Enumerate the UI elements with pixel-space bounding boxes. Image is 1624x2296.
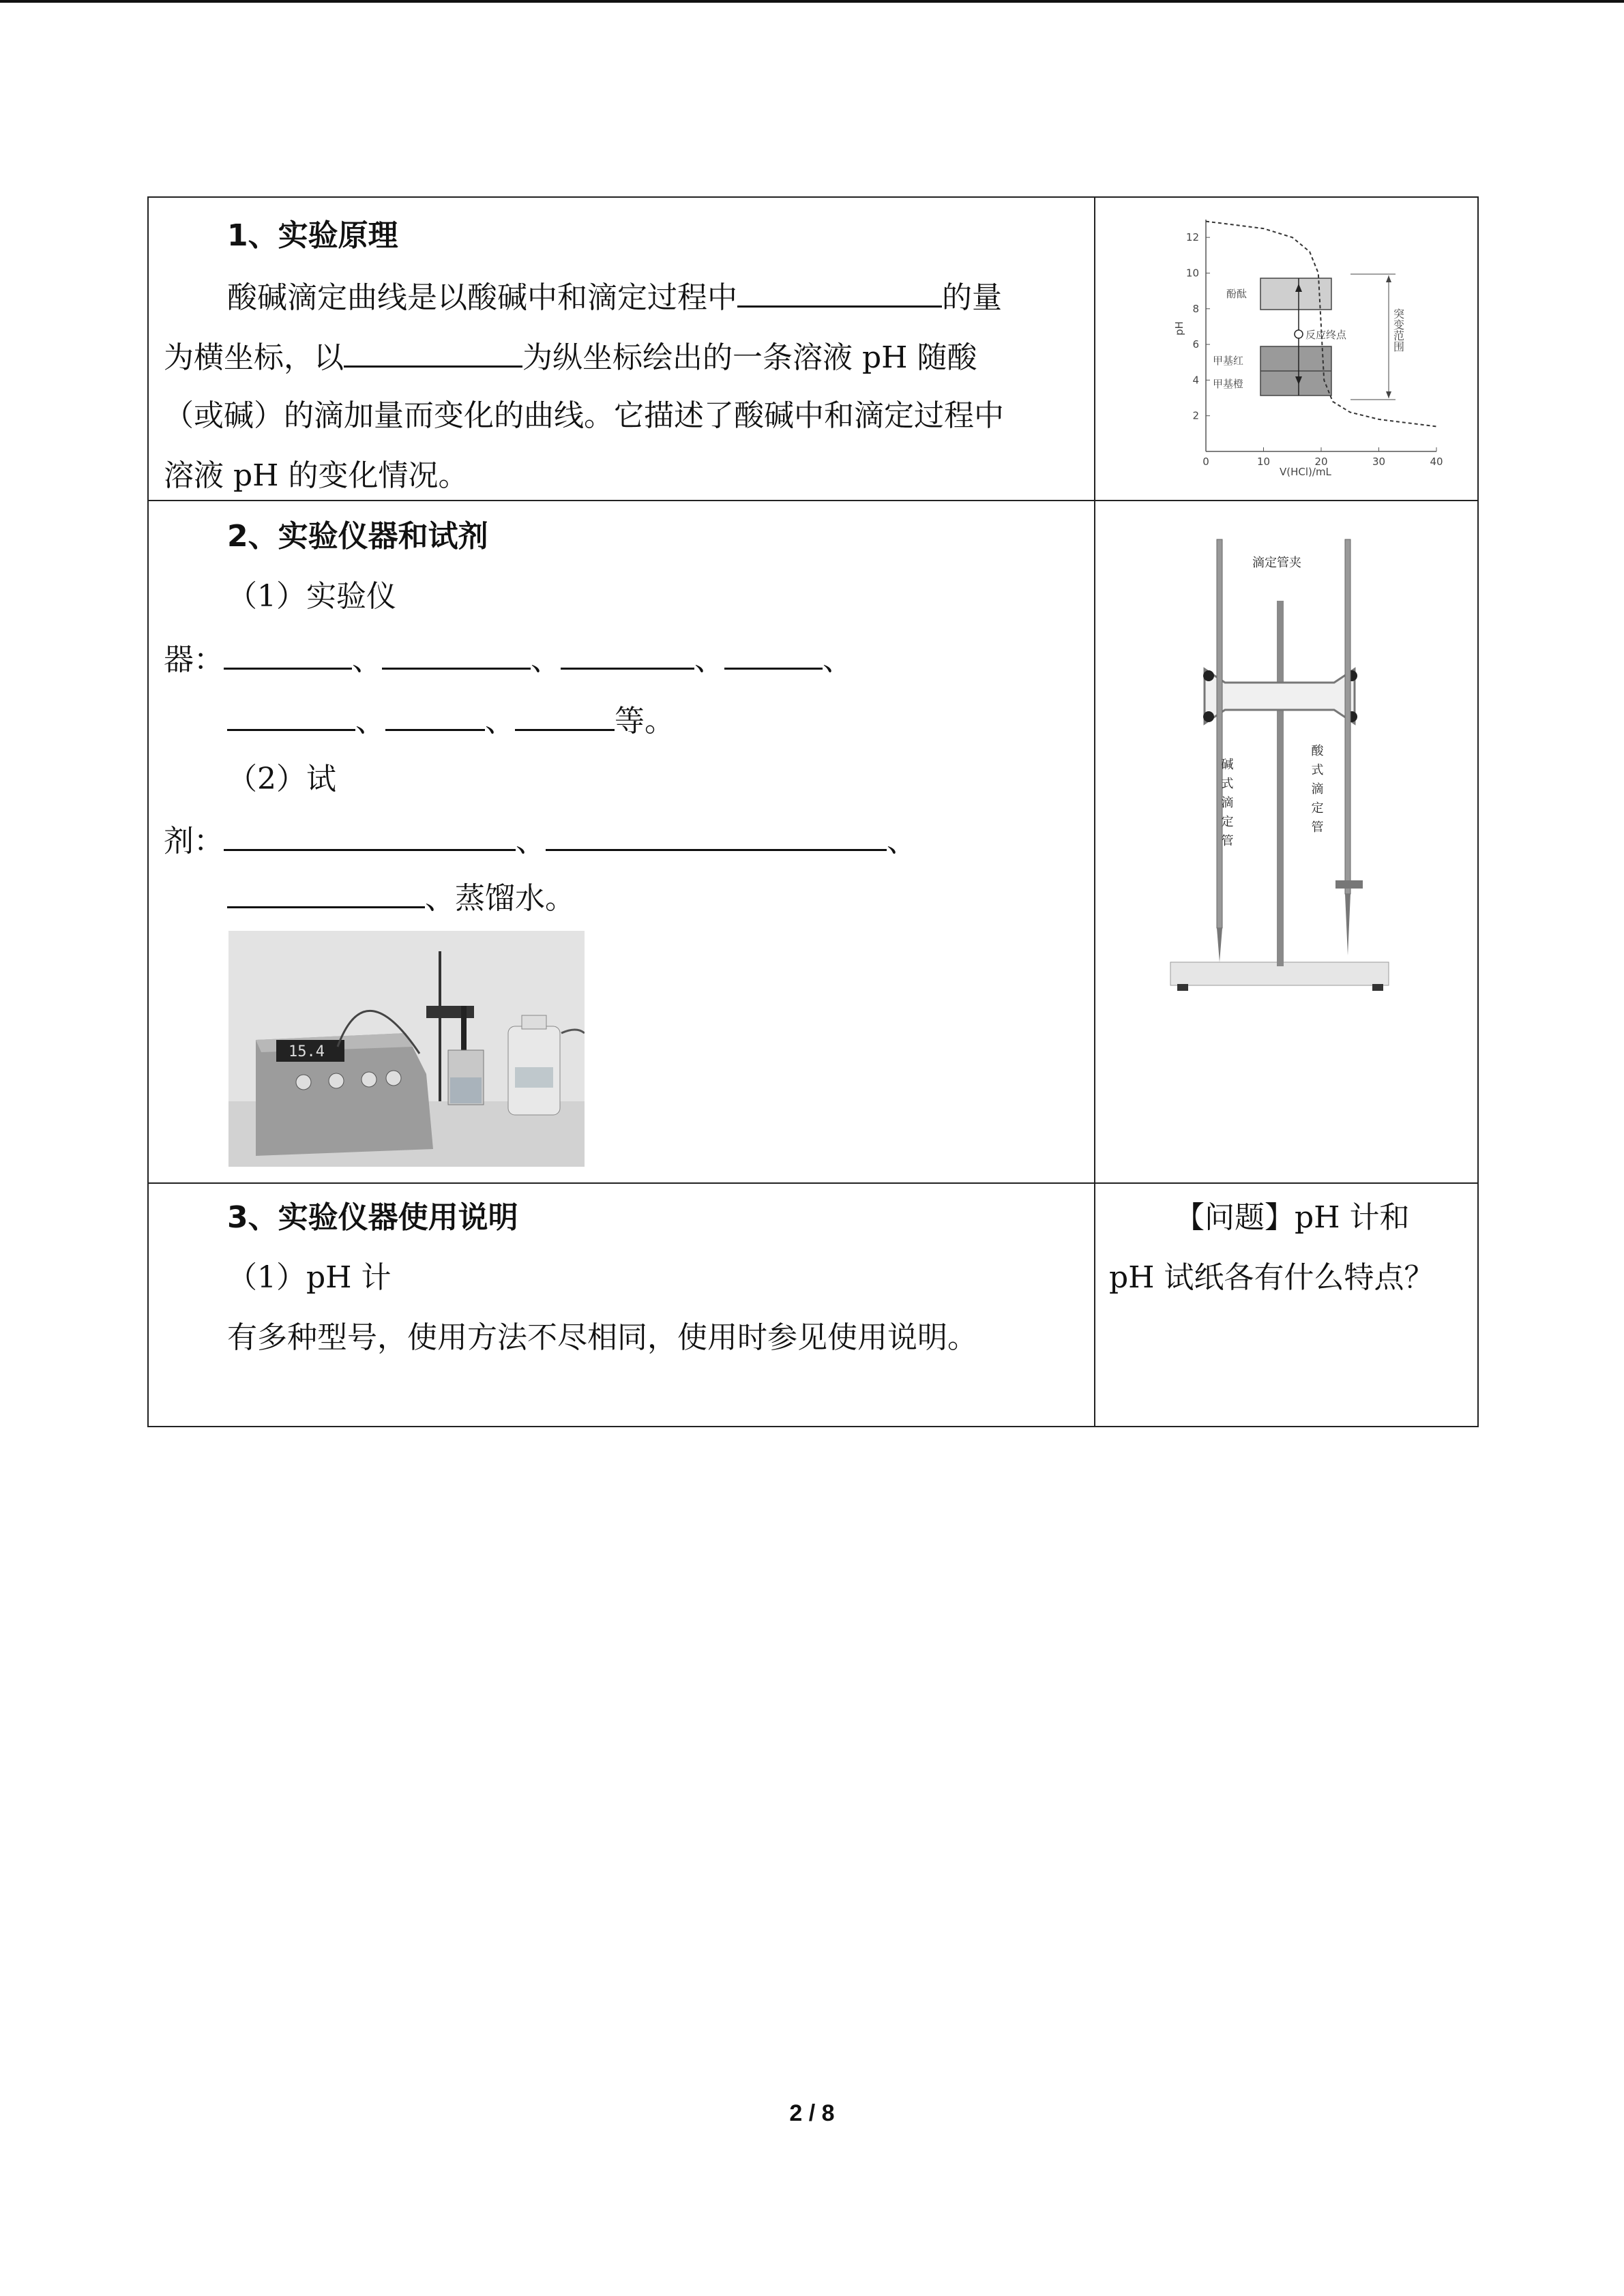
blank-9[interactable] (515, 699, 615, 731)
section1-line3: （或碱）的滴加量而变化的曲线。它描述了酸碱中和滴定过程中 (164, 398, 1004, 433)
base-burette-label: 碱式滴定管 (1219, 758, 1234, 853)
question-text (1109, 1188, 1464, 1308)
blank-1[interactable] (737, 275, 942, 308)
methyl-orange-label: 甲基橙 (1213, 378, 1244, 390)
section1-line2: 为横坐标，以 为纵坐标绘出的一条溶液 pH 随酸 (164, 336, 977, 378)
burette-stand-cell (1095, 501, 1478, 1183)
phenolphthalein-label: 酚酞 (1226, 288, 1247, 300)
row-usage (148, 1183, 1478, 1427)
instruments-sub1: （1）实验仪 (227, 579, 396, 614)
ph-meter-photo (228, 931, 585, 1167)
blank-10[interactable] (224, 819, 516, 851)
y-axis-label: pH (1173, 321, 1185, 336)
page-top-border (0, 0, 1624, 3)
reagents-line1: 剂： 、 、 (164, 819, 917, 862)
section3-heading: 3、实验仪器使用说明 (227, 1200, 518, 1235)
question-cell (1095, 1183, 1478, 1427)
section2-heading: 2、实验仪器和试剂 (227, 519, 488, 554)
acid-burette-label: 酸式滴定管 (1309, 744, 1324, 839)
section1-line4: 溶液 pH 的变化情况。 (164, 458, 469, 493)
blank-2[interactable] (344, 336, 522, 368)
blank-3[interactable] (224, 638, 352, 670)
blank-12[interactable] (227, 876, 425, 908)
y-tick-label: 4 (1192, 374, 1199, 387)
usage-line1: 有多种型号，使用方法不尽相同，使用时参见使用说明。 (227, 1320, 977, 1355)
x-tick-label: 30 (1372, 456, 1386, 468)
blank-5[interactable] (561, 638, 694, 670)
methyl-red-label: 甲基红 (1213, 355, 1244, 367)
instruments-line1: 器： 、 、 、 、 (164, 638, 853, 681)
principle-cell (148, 197, 1095, 501)
endpoint-marker (1295, 330, 1303, 338)
section1-line1: 酸碱滴定曲线是以酸碱中和滴定过程中 的量 (227, 275, 1002, 318)
x-axis-label: V(HCl)/mL (1280, 466, 1331, 478)
usage-sub1: （1）pH 计 (227, 1260, 392, 1295)
blank-6[interactable] (724, 638, 823, 670)
reagents-sub2: （2）试 (227, 762, 336, 796)
titration-curve-figure (1170, 213, 1443, 486)
y-tick-label: 2 (1192, 409, 1199, 422)
titration-curve-cell (1095, 197, 1478, 501)
y-tick-label: 8 (1192, 302, 1199, 315)
page-number: 2 / 8 (789, 2100, 835, 2126)
row-instruments (148, 501, 1478, 1183)
y-tick-label: 12 (1185, 231, 1199, 244)
svg-text:15.4: 15.4 (289, 1043, 325, 1060)
instruments-line2: 、 、 等。 (227, 699, 675, 742)
mutation-range-label: 突变范围 (1391, 308, 1405, 352)
x-tick-label: 20 (1314, 456, 1328, 468)
row-principle (148, 197, 1478, 501)
y-tick-label: 10 (1185, 267, 1199, 280)
x-tick-label: 40 (1430, 456, 1443, 468)
blank-4[interactable] (382, 638, 531, 670)
worksheet-table (147, 196, 1479, 1427)
x-tick-label: 0 (1202, 456, 1209, 468)
clamp-label: 滴定管夹 (1252, 556, 1301, 570)
section1-heading: 1、实验原理 (227, 218, 398, 253)
x-tick-label: 10 (1256, 456, 1271, 468)
question-line2: pH 试纸各有什么特点？ (1109, 1260, 1434, 1295)
usage-cell (148, 1183, 1095, 1427)
phenolphthalein-box (1260, 278, 1331, 310)
instruments-cell (148, 501, 1095, 1183)
blank-8[interactable] (385, 699, 485, 731)
burette-stand-figure (1150, 526, 1423, 1003)
reagents-line2: 、蒸馏水。 (227, 876, 575, 919)
endpoint-label: 反应终点 (1305, 329, 1347, 341)
blank-7[interactable] (227, 699, 355, 731)
question-line1: 【问题】pH 计和 (1175, 1200, 1410, 1235)
blank-11[interactable] (546, 819, 887, 851)
y-tick-label: 6 (1192, 338, 1199, 351)
